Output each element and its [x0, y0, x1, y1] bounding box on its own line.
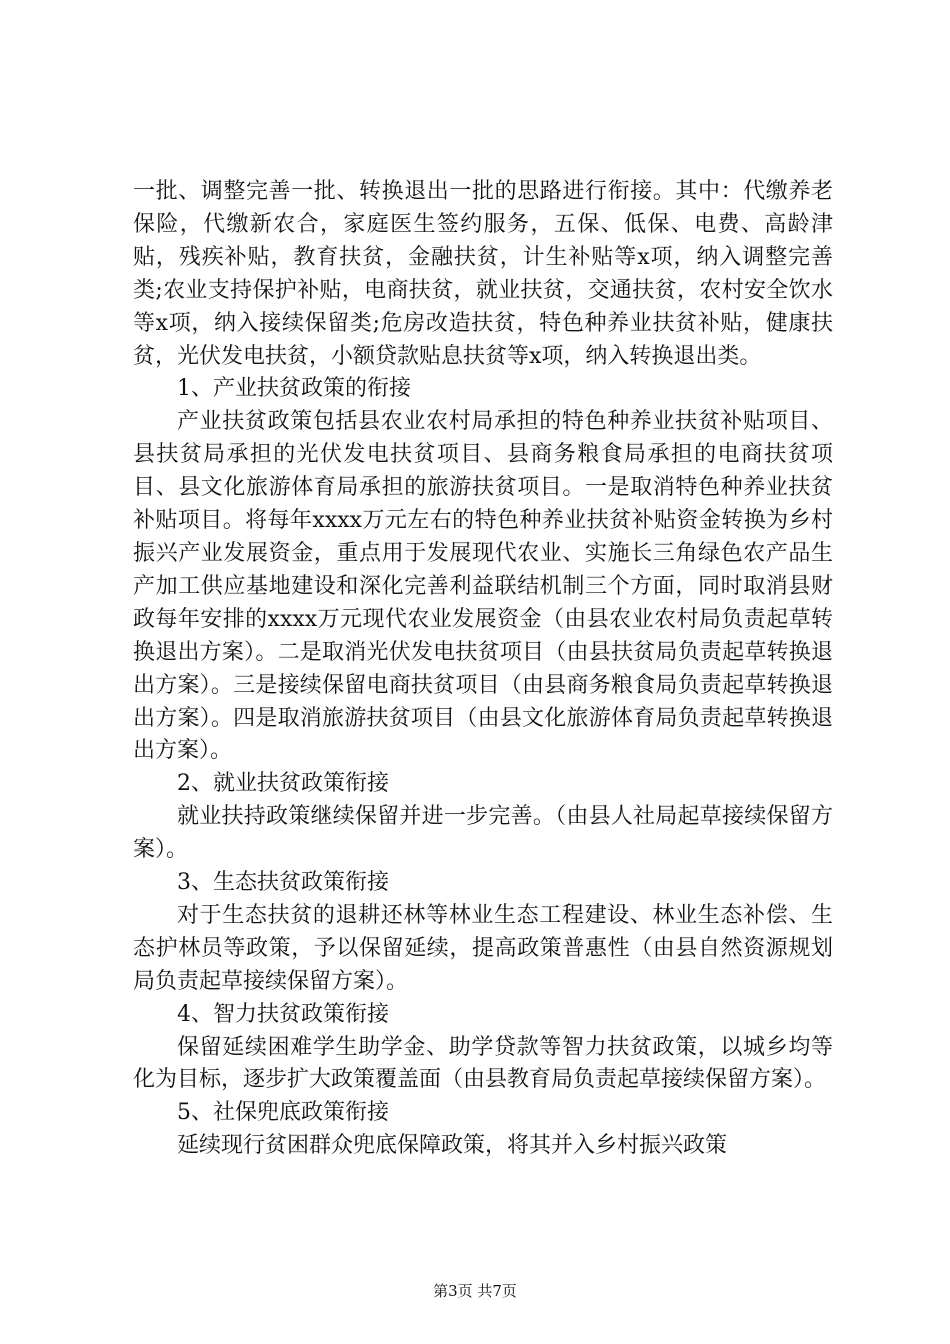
- page-number: 第3页 共7页: [433, 1282, 517, 1300]
- paragraph-ecology: 对于生态扶贫的退耕还林等林业生态工程建设、林业生态补偿、生态护林员等政策，予以保留延续，提高政策普惠性（由县自然资源规划局负责起草接续保留方案）。: [133, 902, 833, 994]
- paragraph-employment: 就业扶持政策继续保留并进一步完善。（由县人社局起草接续保留方案）。: [133, 804, 833, 863]
- paragraph-industry: 产业扶贫政策包括县农业农村局承担的特色种养业扶贫补贴项目、县扶贫局承担的光伏发电扶贫项目、县商务粮食局承担的电商扶贫项目、县文化旅游体育局承担的旅游扶贫项目。一是取消特色种养业扶贫补贴项目。将每年xxxx万元左右的特色种养业扶贫补贴资金转换为乡村振兴产业发展资金，重点用于发展现代农业、实施长三角绿色农产品生产加工供应基地建设和深化完善利益联结机制三个方面，同时取消县财政每年安排的xxxx万元现代农业发展资金（由县农业农村局负责起草转换退出方案）。二是取消光伏发电扶贫项目（由县扶贫局负责起草转换退出方案）。三是接续保留电商扶贫项目（由县商务粮食局负责起草转换退出方案）。四是取消旅游扶贫项目（由县文化旅游体育局负责起草转换退出方案）。: [133, 409, 833, 764]
- section-heading-ecology: 3、生态扶贫政策衔接: [177, 870, 389, 896]
- section-heading-social-security: 5、社保兜底政策衔接: [177, 1100, 389, 1126]
- document-body: [133, 176, 833, 1163]
- section-heading-education: 4、智力扶贫政策衔接: [177, 1001, 389, 1027]
- paragraph-social-security: 延续现行贫困群众兜底保障政策，将其并入乡村振兴政策: [177, 1133, 728, 1159]
- paragraph-continued: 一批、调整完善一批、转换退出一批的思路进行衔接。其中：代缴养老保险，代缴新农合，家庭医生签约服务，五保、低保、电费、高龄津贴，残疾补贴，教育扶贫，金融扶贫，计生补贴等x项，纳入调整完善类;农业支持保护补贴，电商扶贫，就业扶贫，交通扶贫，农村安全饮水等x项，纳入接续保留类;危房改造扶贫，特色种养业扶贫补贴，健康扶贫，光伏发电扶贫，小额贷款贴息扶贫等x项，纳入转换退出类。: [133, 179, 833, 369]
- section-heading-employment: 2、就业扶贫政策衔接: [177, 771, 389, 797]
- section-heading-industry: 1、产业扶贫政策的衔接: [177, 376, 411, 402]
- paragraph-education: 保留延续困难学生助学金、助学贷款等智力扶贫政策，以城乡均等化为目标，逐步扩大政策覆盖面（由县教育局负责起草接续保留方案）。: [133, 1034, 833, 1093]
